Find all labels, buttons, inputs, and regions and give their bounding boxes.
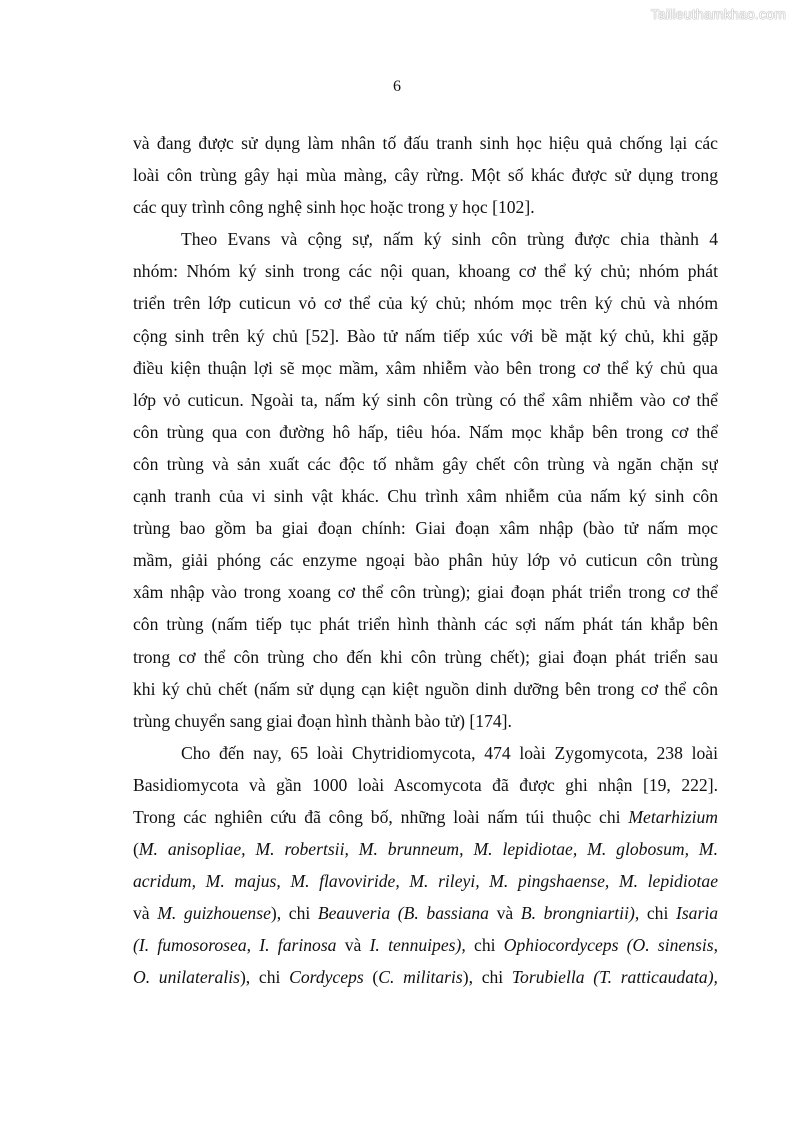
text-segment: ( bbox=[363, 967, 379, 988]
text-line: các quy trình công nghệ sinh học hoặc trong y học [102]. bbox=[133, 197, 535, 218]
text-segment: ), chi bbox=[462, 967, 512, 988]
text-segment: ), chi bbox=[239, 967, 290, 988]
text-line bbox=[133, 769, 718, 801]
text-segment: Basidiomycota và gần 1000 loài Ascomycota đã được ghi nhận [19, 222]. bbox=[133, 774, 718, 795]
text-line: trong cơ thể côn trùng cho đến khi côn trùng chết); giai đoạn phát triển sau bbox=[133, 646, 718, 667]
italic-text-segment: Beauveria (B. bassiana bbox=[317, 903, 489, 924]
text-segment: chi bbox=[639, 903, 676, 924]
text-line: trùng bao gồm ba giai đoạn chính: Giai đoạn xâm nhập (bào tử nấm mọc bbox=[133, 518, 718, 539]
paragraph bbox=[133, 127, 718, 223]
text-line: Theo Evans và cộng sự, nấm ký sinh côn trùng được chia thành 4 bbox=[181, 229, 718, 250]
text-line: côn trùng và sản xuất các độc tố nhằm gây chết côn trùng và ngăn chặn sự bbox=[133, 453, 718, 474]
paragraph bbox=[133, 737, 718, 994]
text-line: và đang được sử dụng làm nhân tố đấu tranh sinh học hiệu quả chống lại các bbox=[133, 133, 718, 153]
italic-text-segment: Metarhizium bbox=[628, 806, 718, 827]
text-segment: ( bbox=[133, 839, 139, 860]
italic-text-segment: I. farinosa bbox=[259, 935, 337, 956]
italic-text-segment: Torubiella (T. ratticaudata), bbox=[511, 967, 718, 988]
text-line: điều kiện thuận lợi sẽ mọc mầm, xâm nhiễm vào bên trong cơ thể ký chủ qua bbox=[133, 357, 718, 378]
text-line: trùng chuyển sang giai đoạn hình thành bào tử) [174]. bbox=[133, 710, 512, 731]
text-line: khi ký chủ chết (nấm sử dụng cạn kiệt nguồn dinh dưỡng bên trong cơ thể côn bbox=[133, 678, 718, 699]
text-line bbox=[133, 929, 718, 961]
italic-text-segment: Isaria bbox=[675, 903, 718, 924]
document-body bbox=[133, 127, 718, 994]
italic-text-segment: Cordyceps bbox=[289, 967, 364, 988]
text-line: mầm, giải phóng các enzyme ngoại bào phân hủy lớp vỏ cuticun côn trùng bbox=[133, 550, 718, 571]
text-segment: chi bbox=[465, 935, 504, 956]
italic-text-segment: (I. fumosorosea bbox=[133, 935, 247, 956]
text-segment: và bbox=[488, 903, 521, 924]
italic-text-segment: M. guizhouense bbox=[157, 903, 271, 924]
text-segment: ), chi bbox=[270, 903, 318, 924]
text-line: nhóm: Nhóm ký sinh trong các nội quan, khoang cơ thể ký chủ; nhóm phát bbox=[133, 261, 718, 282]
text-line: côn trùng (nấm tiếp tục phát triển hình thành các sợi nấm phát tán khắp bên bbox=[133, 614, 718, 635]
text-line: cạnh tranh của vi sinh vật khác. Chu trình xâm nhiễm của nấm ký sinh côn bbox=[133, 486, 718, 507]
text-line: triển trên lớp cuticun vỏ cơ thể của ký chủ; nhóm mọc trên ký chủ và nhóm bbox=[133, 293, 718, 314]
text-line: cộng sinh trên ký chủ [52]. Bào tử nấm tiếp xúc với bề mặt ký chủ, khi gặp bbox=[133, 325, 718, 346]
text-line: loài côn trùng gây hại mùa màng, cây rừng. Một số khác được sử dụng trong bbox=[133, 165, 718, 186]
text-line bbox=[133, 897, 718, 929]
text-segment: , bbox=[246, 935, 260, 956]
page-number: 6 bbox=[393, 78, 401, 95]
italic-text-segment: B. brongniartii), bbox=[520, 903, 640, 924]
text-segment: và bbox=[336, 935, 370, 956]
text-line bbox=[133, 737, 718, 769]
text-segment: , bbox=[713, 935, 718, 956]
text-line bbox=[133, 865, 718, 897]
text-line bbox=[133, 961, 718, 993]
italic-text-segment: M. anisopliae, M. robertsii, M. brunneum, M. lepidiotae, M. globosum, M. bbox=[138, 839, 718, 860]
italic-text-segment: acridum, M. majus, M. flavoviride, M. rileyi, M. pingshaense, M. lepidiotae bbox=[133, 871, 718, 892]
text-line: xâm nhập vào trong xoang cơ thể côn trùng); giai đoạn phát triển trong cơ thể bbox=[133, 582, 718, 603]
text-segment: Trong các nghiên cứu đã công bố, những loài nấm túi thuộc chi bbox=[133, 806, 629, 827]
italic-text-segment: I. tennuipes), bbox=[369, 935, 466, 956]
text-segment: và bbox=[133, 903, 158, 924]
italic-text-segment: C. militaris bbox=[378, 967, 463, 988]
text-line: lớp vỏ cuticun. Ngoài ta, nấm ký sinh côn trùng có thể xâm nhiễm vào cơ thể bbox=[133, 389, 718, 410]
text-line: côn trùng qua con đường hô hấp, tiêu hóa. Nấm mọc khắp bên trong cơ thể bbox=[133, 421, 718, 442]
watermark-text: Tailieuthamkhao.com bbox=[650, 6, 786, 22]
italic-text-segment: O. unilateralis bbox=[133, 967, 240, 988]
text-line bbox=[133, 833, 718, 865]
text-line bbox=[133, 801, 718, 833]
text-segment: Cho đến nay, 65 loài Chytridiomycota, 474 loài Zygomycota, 238 loài bbox=[181, 742, 718, 763]
paragraph bbox=[133, 223, 718, 737]
italic-text-segment: Ophiocordyceps (O. sinensis bbox=[503, 935, 714, 956]
